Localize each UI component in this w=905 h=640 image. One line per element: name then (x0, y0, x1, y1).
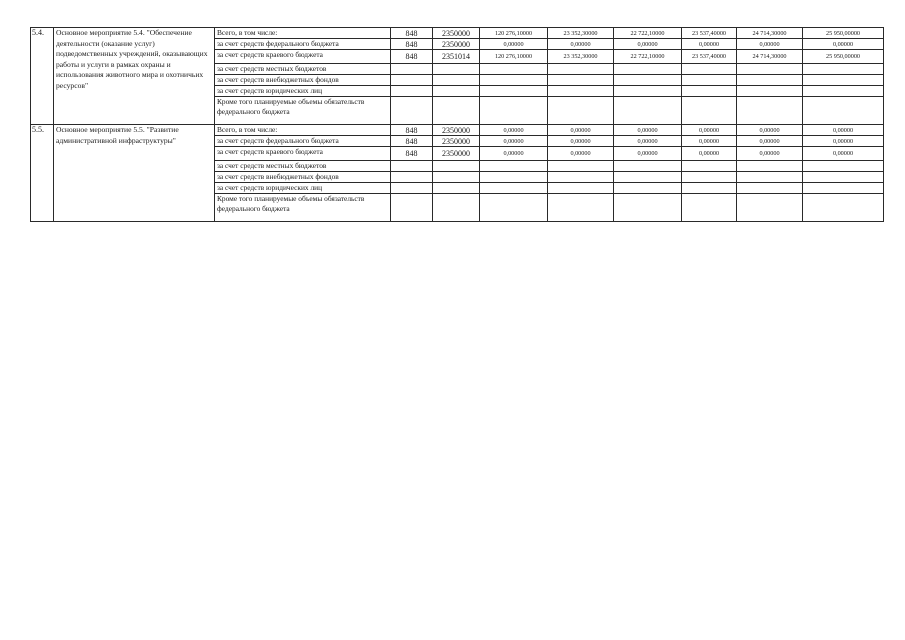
amount-cell: 120 276,10000 (480, 28, 548, 39)
amount-cell: 0,00000 (803, 147, 884, 161)
funding-source: за счет средств внебюджетных фондов (215, 172, 391, 183)
amount-cell (682, 86, 737, 97)
amount-cell (682, 97, 737, 125)
document-page (30, 27, 883, 222)
amount-cell (480, 97, 548, 125)
funding-source: за счет средств федерального бюджета (215, 39, 391, 50)
amount-cell: 25 950,00000 (803, 28, 884, 39)
funding-source: Кроме того планируемые объемы обязательств федерального бюджета (215, 97, 391, 125)
amount-cell: 22 722,10000 (614, 28, 682, 39)
grbs-code (391, 86, 433, 97)
amount-cell: 120 276,10000 (480, 50, 548, 64)
funding-source: за счет средств внебюджетных фондов (215, 75, 391, 86)
classification-code (433, 64, 480, 75)
amount-cell (614, 86, 682, 97)
grbs-code: 848 (391, 125, 433, 136)
amount-cell (614, 75, 682, 86)
amount-cell (803, 86, 884, 97)
amount-cell: 0,00000 (803, 136, 884, 147)
grbs-code (391, 183, 433, 194)
amount-cell: 0,00000 (803, 125, 884, 136)
classification-code: 2350000 (433, 136, 480, 147)
amount-cell: 0,00000 (737, 125, 803, 136)
amount-cell: 0,00000 (682, 136, 737, 147)
amount-cell (737, 194, 803, 222)
amount-cell (682, 194, 737, 222)
classification-code (433, 161, 480, 172)
grbs-code (391, 194, 433, 222)
grbs-code: 848 (391, 147, 433, 161)
amount-cell (614, 194, 682, 222)
funding-source: за счет средств краевого бюджета (215, 147, 391, 161)
amount-cell (803, 183, 884, 194)
funding-source: за счет средств федерального бюджета (215, 136, 391, 147)
amount-cell: 0,00000 (548, 136, 614, 147)
classification-code: 2350000 (433, 147, 480, 161)
amount-cell: 0,00000 (480, 39, 548, 50)
amount-cell (480, 86, 548, 97)
amount-cell (480, 161, 548, 172)
amount-cell (803, 97, 884, 125)
amount-cell (737, 97, 803, 125)
amount-cell: 0,00000 (737, 39, 803, 50)
amount-cell: 23 352,30000 (548, 50, 614, 64)
amount-cell: 0,00000 (548, 125, 614, 136)
classification-code: 2350000 (433, 39, 480, 50)
activity-name: Основное мероприятие 5.4. "Обеспечение деятельности (оказание услуг) подведомственных учреждений, оказывающих работы и услуги в рамках охраны и использования животного мира и охотничьих ресурсов" (54, 28, 215, 125)
amount-cell (737, 161, 803, 172)
amount-cell (548, 172, 614, 183)
amount-cell (548, 194, 614, 222)
section-index: 5.5. (31, 125, 54, 222)
amount-cell (548, 183, 614, 194)
classification-code (433, 194, 480, 222)
amount-cell: 23 537,40000 (682, 50, 737, 64)
amount-cell: 0,00000 (614, 125, 682, 136)
grbs-code (391, 161, 433, 172)
classification-code (433, 75, 480, 86)
amount-cell (803, 172, 884, 183)
amount-cell: 23 537,40000 (682, 28, 737, 39)
grbs-code: 848 (391, 28, 433, 39)
amount-cell (682, 64, 737, 75)
funding-source: за счет средств краевого бюджета (215, 50, 391, 64)
budget-table-body (31, 28, 884, 222)
funding-source: за счет средств юридических лиц (215, 86, 391, 97)
amount-cell: 22 722,10000 (614, 50, 682, 64)
amount-cell (614, 161, 682, 172)
amount-cell: 0,00000 (548, 147, 614, 161)
amount-cell (614, 97, 682, 125)
amount-cell (737, 64, 803, 75)
amount-cell: 0,00000 (614, 39, 682, 50)
amount-cell: 0,00000 (480, 136, 548, 147)
amount-cell (614, 183, 682, 194)
amount-cell: 0,00000 (682, 125, 737, 136)
amount-cell (548, 161, 614, 172)
amount-cell (480, 172, 548, 183)
amount-cell (480, 194, 548, 222)
funding-source: Кроме того планируемые объемы обязательств федерального бюджета (215, 194, 391, 222)
amount-cell (803, 75, 884, 86)
amount-cell: 24 714,30000 (737, 50, 803, 64)
funding-source: за счет средств местных бюджетов (215, 64, 391, 75)
amount-cell: 0,00000 (614, 147, 682, 161)
section-index: 5.4. (31, 28, 54, 125)
activity-name: Основное мероприятие 5.5. "Развитие административной инфраструктуры" (54, 125, 215, 222)
classification-code (433, 86, 480, 97)
grbs-code: 848 (391, 50, 433, 64)
amount-cell: 0,00000 (803, 39, 884, 50)
amount-cell: 24 714,30000 (737, 28, 803, 39)
amount-cell (803, 161, 884, 172)
funding-source: за счет средств местных бюджетов (215, 161, 391, 172)
amount-cell (682, 172, 737, 183)
classification-code (433, 183, 480, 194)
amount-cell (480, 75, 548, 86)
amount-cell (803, 64, 884, 75)
amount-cell: 0,00000 (480, 125, 548, 136)
classification-code (433, 97, 480, 125)
table-row (31, 28, 884, 39)
amount-cell (480, 183, 548, 194)
amount-cell: 0,00000 (682, 39, 737, 50)
amount-cell: 25 950,00000 (803, 50, 884, 64)
amount-cell (614, 64, 682, 75)
amount-cell: 0,00000 (548, 39, 614, 50)
amount-cell (614, 172, 682, 183)
funding-source: за счет средств юридических лиц (215, 183, 391, 194)
grbs-code (391, 75, 433, 86)
amount-cell (682, 183, 737, 194)
grbs-code (391, 172, 433, 183)
amount-cell (548, 97, 614, 125)
funding-source: Всего, в том числе: (215, 125, 391, 136)
grbs-code: 848 (391, 136, 433, 147)
amount-cell (548, 64, 614, 75)
classification-code (433, 172, 480, 183)
amount-cell (737, 183, 803, 194)
amount-cell (803, 194, 884, 222)
amount-cell: 0,00000 (480, 147, 548, 161)
grbs-code (391, 97, 433, 125)
budget-table (30, 27, 884, 222)
amount-cell: 0,00000 (682, 147, 737, 161)
classification-code: 2350000 (433, 28, 480, 39)
amount-cell (548, 86, 614, 97)
amount-cell (548, 75, 614, 86)
classification-code: 2351014 (433, 50, 480, 64)
funding-source: Всего, в том числе: (215, 28, 391, 39)
amount-cell (682, 75, 737, 86)
amount-cell (737, 86, 803, 97)
amount-cell (682, 161, 737, 172)
amount-cell: 0,00000 (614, 136, 682, 147)
amount-cell: 0,00000 (737, 136, 803, 147)
grbs-code (391, 64, 433, 75)
amount-cell: 23 352,30000 (548, 28, 614, 39)
amount-cell (737, 75, 803, 86)
table-row (31, 125, 884, 136)
grbs-code: 848 (391, 39, 433, 50)
amount-cell (737, 172, 803, 183)
amount-cell: 0,00000 (737, 147, 803, 161)
classification-code: 2350000 (433, 125, 480, 136)
amount-cell (480, 64, 548, 75)
